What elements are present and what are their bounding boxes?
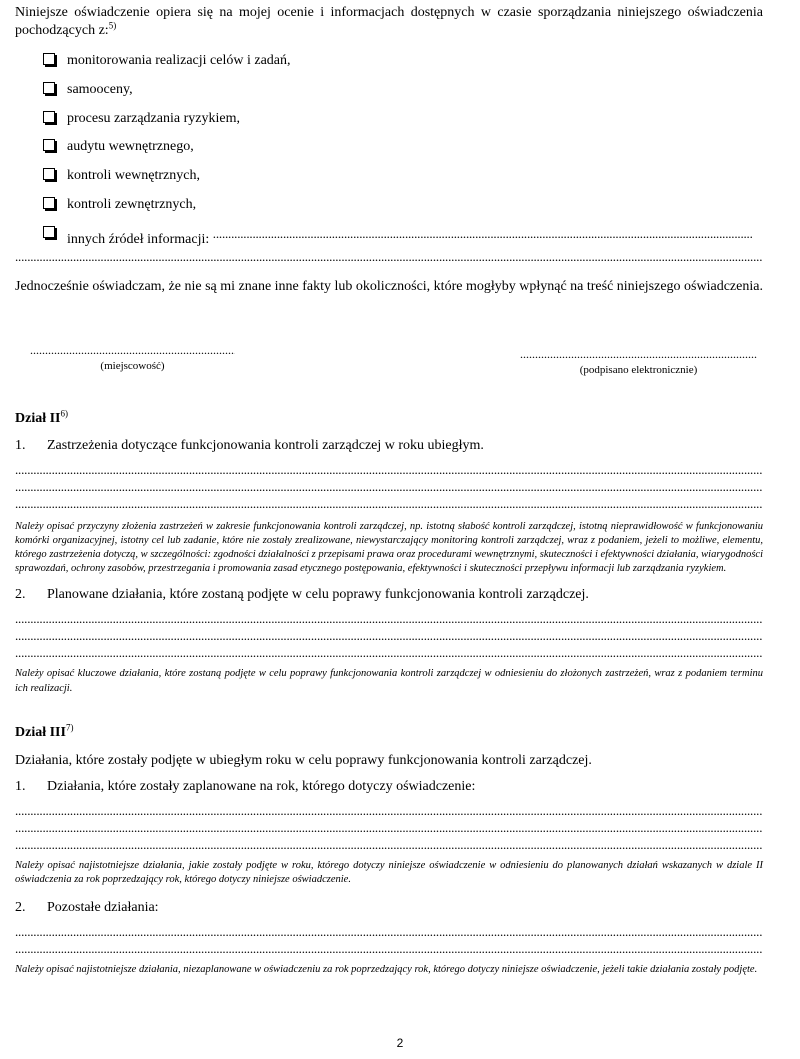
signature-block: [520, 348, 757, 376]
item-number: 1.: [15, 778, 26, 794]
list-item: [15, 110, 763, 139]
answer-lines[interactable]: [15, 610, 763, 661]
source-label: innych źródeł informacji:: [67, 231, 210, 247]
place-block: [30, 344, 235, 372]
fill-in-line[interactable]: [15, 940, 763, 957]
signature-caption: (podpisano elektronicznie): [579, 363, 698, 376]
fill-in-line[interactable]: [15, 610, 763, 627]
footnote-ref: 6): [60, 407, 68, 418]
document-page: [15, 4, 763, 977]
list-item: [15, 81, 763, 110]
source-label: procesu zarządzania ryzykiem,: [67, 110, 240, 126]
intro-text: Niniejsze oświadczenie opiera się na mojej ocenie i informacjach dostępnych w czasie sporządzania niniejszego oświadczenia pochodzących z:: [15, 5, 763, 38]
signature-row: [15, 344, 763, 388]
fill-in-line[interactable]: [15, 627, 763, 644]
list-item: [15, 52, 763, 81]
item-label: Pozostałe działania:: [47, 900, 159, 916]
list-item: [15, 138, 763, 167]
checkbox-icon[interactable]: [43, 168, 55, 180]
instruction-note: Należy opisać najistotniejsze działania, niezaplanowane w oświadczeniu za rok poprzedzający rok, którego dotyczy niniejsze oświadczenie, jeżeli takie działania zostały podjęte.: [15, 964, 758, 976]
answer-lines[interactable]: [15, 802, 763, 853]
instruction-note: Należy opisać kluczowe działania, które zostaną podjęte w celu poprawy funkcjonowania kontroli zarządczej w odniesieniu do złożonych zastrzeżeń, wraz z podaniem terminu ich realizacji.: [15, 668, 763, 694]
fill-in-line[interactable]: [15, 923, 763, 940]
answer-lines[interactable]: [15, 923, 763, 957]
checkbox-icon[interactable]: [43, 197, 55, 209]
declaration-paragraph: Jednocześnie oświadczam, że nie są mi znane inne fakty lub okoliczności, które mogłyby wpłynąć na treść niniejszego oświadczenia.: [15, 278, 763, 294]
fill-in-line[interactable]: [15, 478, 763, 495]
item-label: Zastrzeżenia dotyczące funkcjonowania kontroli zarządczej w roku ubiegłym.: [47, 437, 484, 453]
instruction-note: Należy opisać najistotniejsze działania, jakie zostały podjęte w roku, którego dotyczy niniejsze oświadczenie w odniesieniu do planowanych działań wskazanych w dziale II oświadczenia za rok poprzedzający rok, którego dotyczy niniejsze oświadczenie.: [15, 859, 763, 885]
source-label: kontroli wewnętrznych,: [67, 168, 200, 184]
source-label: samooceny,: [67, 81, 133, 97]
list-item: [15, 225, 763, 254]
answer-lines[interactable]: [15, 461, 763, 512]
section-heading: [15, 724, 763, 742]
footnote-ref: 7): [65, 722, 74, 733]
fill-in-line[interactable]: [15, 495, 763, 512]
item-number: 2.: [15, 587, 26, 603]
footnote-ref: 5): [108, 20, 117, 31]
fill-in-line[interactable]: [15, 461, 763, 478]
item-heading: [15, 899, 763, 917]
section-title: Dział II: [15, 410, 61, 426]
checkbox-icon[interactable]: [43, 82, 55, 94]
fill-in-line[interactable]: [15, 836, 763, 853]
section-title: Dział III: [15, 724, 66, 740]
item-label: Działania, które zostały zaplanowane na rok, którego dotyczy oświadczenie:: [47, 778, 476, 794]
fill-in-line[interactable]: [15, 819, 763, 836]
item-number: 2.: [15, 900, 26, 916]
checkbox-icon[interactable]: [43, 139, 55, 151]
fill-in-line[interactable]: [15, 644, 763, 661]
source-label: monitorowania realizacji celów i zadań,: [67, 53, 291, 68]
fill-in-line[interactable]: [15, 802, 763, 819]
section-heading: [15, 407, 763, 428]
section-intro: Działania, które zostały podjęte w ubiegłym roku w celu poprawy funkcjonowania kontroli zarządczej.: [15, 752, 592, 768]
item-heading: [15, 437, 763, 455]
item-heading: [15, 586, 763, 604]
instruction-note: Należy opisać przyczyny złożenia zastrzeżeń w zakresie funkcjonowania kontroli zarządczej, np. istotną słabość kontroli zarządczej, istotną nieprawidłowość w funkcjonowaniu komórki organizacyjnej, istotny cel lub zadanie, które nie zostały zrealizowane, niewystarczający monitoring kontroli zarządczej, wraz z podaniem, jeżeli to możliwe, elementu, którego zastrzeżenia dotyczą, w szczególności: zgodności działalności z przepisami prawa oraz procedurami wewnętrznymi, skuteczności i efektywności działania, wiarygodności sprawozdań, ochrony zasobów, przestrzegania i promowania zasad etycznego postępowania, efektywności i skuteczności przepływu informacji lub zarządzania ryzykiem.: [15, 520, 763, 575]
place-fill-line[interactable]: [30, 344, 235, 356]
item-label: Planowane działania, które zostaną podjęte w celu poprawy funkcjonowania kontroli zarządczej.: [47, 587, 589, 603]
list-item: [15, 167, 763, 196]
checkbox-icon[interactable]: [43, 226, 55, 238]
checkbox-icon[interactable]: [43, 53, 55, 65]
source-label: audytu wewnętrznego,: [67, 139, 194, 155]
page-number: 2: [396, 1036, 404, 1050]
place-caption: (miejscowość): [100, 359, 165, 372]
sources-list: [15, 52, 763, 254]
checkbox-icon[interactable]: [43, 111, 55, 123]
source-label: kontroli zewnętrznych,: [67, 196, 197, 212]
fill-in-line[interactable]: [213, 225, 753, 243]
item-heading: [15, 778, 763, 796]
item-number: 1.: [15, 437, 26, 453]
signature-fill-line[interactable]: [520, 348, 757, 360]
intro-paragraph: [15, 4, 763, 40]
list-item: [15, 196, 763, 225]
